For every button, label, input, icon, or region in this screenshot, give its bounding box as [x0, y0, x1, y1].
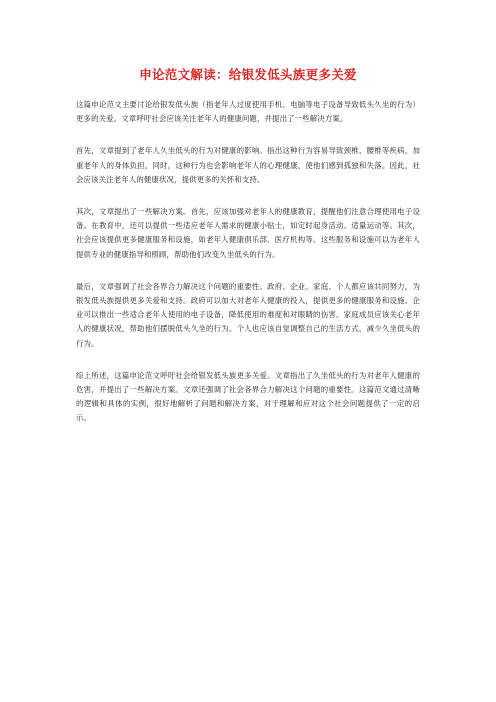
document-body [76, 98, 420, 426]
paragraph-conclusion: 综上所述，这篇申论范文呼吁社会给银发低头族更多关爱。文章指出了久坐低头的行为对老年人健康的危害，并提出了一些解决方案。文章还强调了社会各界合力解决这个问题的重要性。这篇范文通过清晰的逻辑和具体的实例，很好地解析了问题和解决方案，对于理解和应对这个社会问题提供了一定的启示。 [76, 370, 420, 423]
paragraph-first-point: 首先，文章提到了老年人久坐低头的行为对健康的影响。指出这种行为容易导致颈椎、腰椎等疾病，加重老年人的身体负担。同时，这种行为也会影响老年人的心理健康，使他们感到孤独和失落。因此，社会应该关注老年人的健康状况，提供更多的关怀和支持。 [76, 146, 420, 184]
paragraph-intro: 这篇申论范文主要讨论给银发低头族（指老年人过度使用手机、电脑等电子设备导致低头久坐的行为）更多的关爱。文章呼吁社会应该关注老年人的健康问题，并提出了一些解决方案。 [76, 100, 420, 124]
paragraph-solutions: 其次，文章提出了一些解决方案。首先，应该加强对老年人的健康教育，提醒他们注意合理使用电子设备。在教育中，还可以提供一些适应老年人需求的健康小贴士，如定时起身活动、适量运动等。其次，社会应该提供更多健康服务和设施，如老年人健康俱乐部、医疗机构等。这些服务和设施可以为老年人提供专业的健康指导和照顾，帮助他们改变久坐低头的行为。 [76, 207, 420, 259]
document-title: 申论范文解读：给银发低头族更多关爱 [139, 67, 357, 82]
paragraph-cooperation: 最后，文章强调了社会各界合力解决这个问题的重要性。政府、企业、家庭、个人都应该共同努力，为银发低头族提供更多关爱和支持。政府可以加大对老年人健康的投入，提供更多的健康服务和设施。企业可以推出一些适合老年人使用的电子设备，降低使用的难度和对眼睛的伤害。家庭成员应该关心老年人的健康状况，帮助他们摆脱低头久坐的行为。个人也应该自觉调整自己的生活方式，减少久坐低头的行为。 [76, 281, 420, 348]
